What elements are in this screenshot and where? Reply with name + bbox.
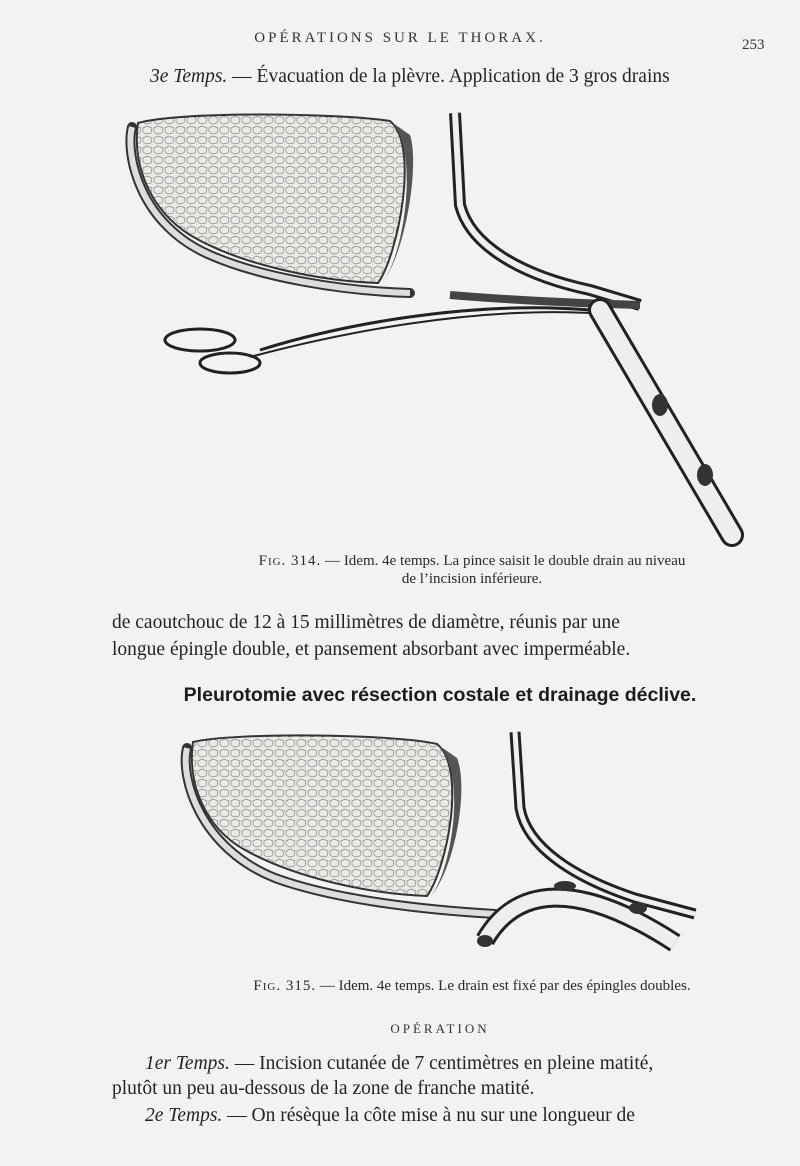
figure-314-caption-line2: de l’incision inférieure. bbox=[401, 571, 543, 587]
figure-314-text: — Idem. 4e temps. La pince saisit le double drain au niveau bbox=[325, 553, 686, 569]
running-title: OPÉRATIONS SUR LE THORAX. bbox=[254, 30, 546, 46]
step1-line bbox=[145, 1053, 775, 1075]
figure-314-label: Fig. 314. bbox=[258, 553, 322, 569]
figure-315-caption bbox=[112, 978, 800, 995]
step3-line bbox=[150, 66, 770, 88]
step1-text: — Incision cutanée de 7 centimètres en pleine matité, bbox=[234, 1053, 654, 1074]
operation-heading: OPÉRATION bbox=[390, 1021, 490, 1036]
figure-315-text: — Idem. 4e temps. Le drain est fixé par des épingles doubles. bbox=[319, 978, 691, 994]
figure-314-illustration bbox=[120, 105, 760, 550]
figure-315-illustration bbox=[175, 728, 715, 968]
figure-315-label: Fig. 315. bbox=[253, 978, 317, 994]
paragraph-line: de caoutchouc de 12 à 15 millimètres de diamètre, réunis par une bbox=[112, 612, 620, 633]
step3-label: 3e Temps. bbox=[150, 66, 228, 87]
figure-314-caption-line1 bbox=[112, 553, 800, 570]
step3-text: — Évacuation de la plèvre. Application de 3 gros drains bbox=[232, 66, 670, 87]
paragraph-line: longue épingle double, et pansement absorbant avec imperméable. bbox=[112, 639, 631, 660]
step1-label: 1er Temps. bbox=[145, 1053, 230, 1074]
page-number: 253 bbox=[742, 37, 765, 53]
section-title: Pleurotomie avec résection costale et drainage déclive. bbox=[183, 684, 697, 706]
step2-line bbox=[145, 1105, 775, 1127]
step2-text: — On résèque la côte mise à nu sur une longueur de bbox=[227, 1105, 635, 1126]
step2-label: 2e Temps. bbox=[145, 1105, 223, 1126]
step1-line2: plutôt un peu au-dessous de la zone de franche matité. bbox=[112, 1078, 535, 1099]
